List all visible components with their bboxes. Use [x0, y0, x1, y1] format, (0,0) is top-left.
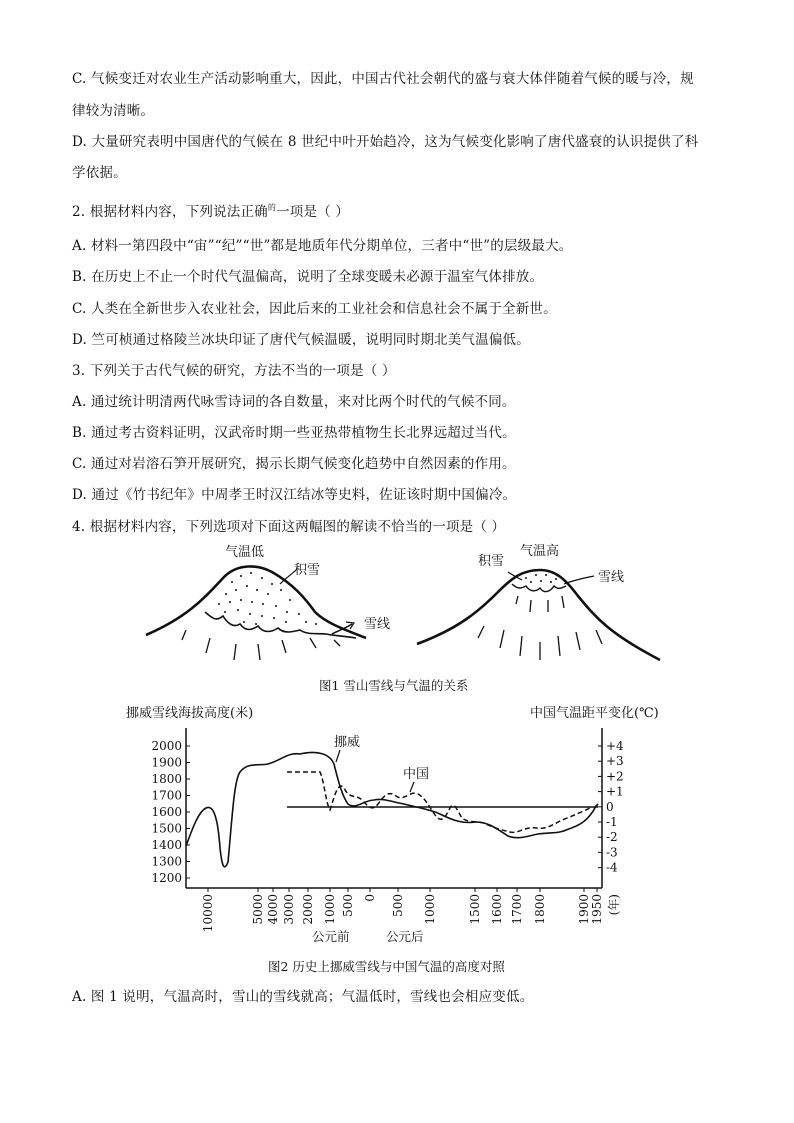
- q3-option-c: C. 通过对岩溶石笋开展研究，揭示长期气候变化趋势中自然因素的作用。: [72, 456, 516, 472]
- fig1-left-title: 气温低: [225, 545, 265, 560]
- option-c-line-1: C. 气候变迁对农业生产活动影响重大，因此，中国古代社会朝代的盛与衰大体伴随着气候的暖与冷，规: [72, 71, 694, 87]
- question-3: 3. 下列关于古代气候的研究，方法不当的一项是（ ）: [72, 363, 396, 379]
- era-bc-label: 公元前: [312, 929, 350, 944]
- q2-option-c: C. 人类在全新世步入农业社会，因此后来的工业社会和信息社会不属于全新世。: [72, 301, 557, 317]
- x-tick-label: 500: [341, 894, 355, 917]
- left-tick-label: 1600: [151, 805, 182, 819]
- x-tick-label: 1950: [590, 894, 604, 925]
- left-tick-label: 1400: [151, 838, 182, 852]
- fig1-left-snowline-label: 雪线: [364, 617, 391, 632]
- figure-2-chart: [0, 700, 794, 950]
- x-tick-label: 1500: [468, 894, 482, 925]
- series-norway-label: 挪威: [334, 735, 361, 750]
- left-axis-ticks: [151, 739, 190, 885]
- option-c-line-2: 律较为清晰。: [72, 103, 155, 119]
- question-2-sup: 的: [267, 203, 277, 212]
- series-china-label: 中国: [403, 767, 430, 782]
- right-tick-label: +2: [606, 769, 624, 784]
- figure-2-caption: 图2 历史上挪威雪线与中国气温的高度对照: [268, 959, 505, 974]
- figure-1-snow-mountains: [0, 538, 794, 688]
- x-tick-label: 0: [363, 894, 377, 902]
- fig2-right-axis-title: 中国气温距平变化(℃): [530, 706, 659, 721]
- left-tick-label: 1800: [151, 772, 182, 786]
- era-ad-label: 公元后: [386, 929, 424, 944]
- right-tick-label: -3: [606, 845, 618, 860]
- fig1-right-snowline-label: 雪线: [598, 570, 625, 585]
- option-d-line-2: 学依据。: [72, 165, 127, 181]
- x-tick-label: 4000: [266, 894, 280, 925]
- right-tick-label: +1: [606, 784, 624, 799]
- x-tick-label: 1800: [533, 894, 547, 925]
- x-tick-label: 1900: [577, 894, 591, 925]
- fig1-left-snow-label: 积雪: [294, 563, 321, 578]
- q3-option-b: B. 通过考古资料证明，汉武帝时期一些亚热带植物生长北界远超过当代。: [72, 425, 516, 441]
- question-2-tail: 一项是（ ）: [276, 204, 350, 220]
- right-tick-label: -1: [606, 815, 618, 829]
- x-tick-label: 5000: [251, 894, 265, 925]
- x-tick-label: 500: [391, 894, 405, 917]
- left-tick-label: 1500: [151, 821, 182, 836]
- left-tick-label: 1700: [151, 788, 182, 803]
- left-tick-label: 1900: [151, 755, 182, 770]
- q4-option-a: A. 图 1 说明，气温高时，雪山的雪线就高；气温低时，雪线也会相应变低。: [72, 989, 534, 1005]
- fig2-left-axis-title: 挪威雪线海拔高度(米): [126, 706, 254, 721]
- fig1-right-snow-label: 积雪: [478, 554, 505, 569]
- series-china-line: [287, 772, 590, 832]
- fig1-right-title: 气温高: [520, 544, 560, 559]
- q3-option-d: D. 通过《竹书纪年》中周孝王时汉江结冰等史料，佐证该时期中国偏冷。: [72, 487, 517, 503]
- x-tick-label: 1600: [490, 894, 504, 925]
- series-norway-line: [186, 752, 598, 866]
- x-tick-label: 1700: [510, 894, 524, 925]
- right-tick-label: 0: [606, 799, 614, 814]
- option-d-line-1: D. 大量研究表明中国唐代的气候在 8 世纪中叶开始趋冷，这为气候变化影响了唐代盛衰的认识提供了科: [72, 134, 699, 150]
- question-4: 4. 根据材料内容，下列选项对下面这两幅图的解读不恰当的一项是（ ）: [72, 519, 506, 535]
- right-tick-label: +3: [606, 754, 624, 769]
- q2-option-a: A. 材料一第四段中“宙”“纪”“世”都是地质年代分期单位，三者中“世”的层级最大。: [72, 238, 573, 254]
- q2-option-b: B. 在历史上不止一个时代气温偏高，说明了全球变暖未必源于温室气体排放。: [72, 269, 544, 285]
- x-axis-unit: (年): [607, 894, 621, 916]
- x-tick-label: 1000: [423, 894, 437, 925]
- x-tick-label: 10000: [201, 894, 215, 933]
- x-tick-label: 1000: [323, 894, 337, 925]
- right-tick-label: -4: [606, 860, 618, 875]
- x-tick-label: 3000: [282, 894, 296, 925]
- q2-option-d: D. 竺可桢通过格陵兰冰块印证了唐代气候温暖，说明同时期北美气温偏低。: [72, 332, 530, 348]
- x-axis-ticks: [201, 888, 621, 932]
- snow-dots: [218, 572, 317, 625]
- right-tick-label: +4: [606, 739, 624, 753]
- right-tick-label: -2: [606, 830, 618, 845]
- left-tick-label: 1300: [151, 854, 182, 869]
- figure-1-caption: 图1 雪山雪线与气温的关系: [319, 678, 469, 693]
- slope-marks: [182, 630, 340, 660]
- cold-mountain: [146, 566, 366, 660]
- question-2-text: 2. 根据材料内容，下列说法正确: [72, 204, 268, 220]
- question-2: [72, 200, 349, 220]
- x-tick-label: 2000: [301, 894, 315, 925]
- q3-option-a: A. 通过统计明清两代咏雪诗词的各自数量，来对比两个时代的气候不同。: [72, 394, 516, 410]
- left-tick-label: 2000: [151, 739, 182, 753]
- left-tick-label: 1200: [151, 871, 182, 885]
